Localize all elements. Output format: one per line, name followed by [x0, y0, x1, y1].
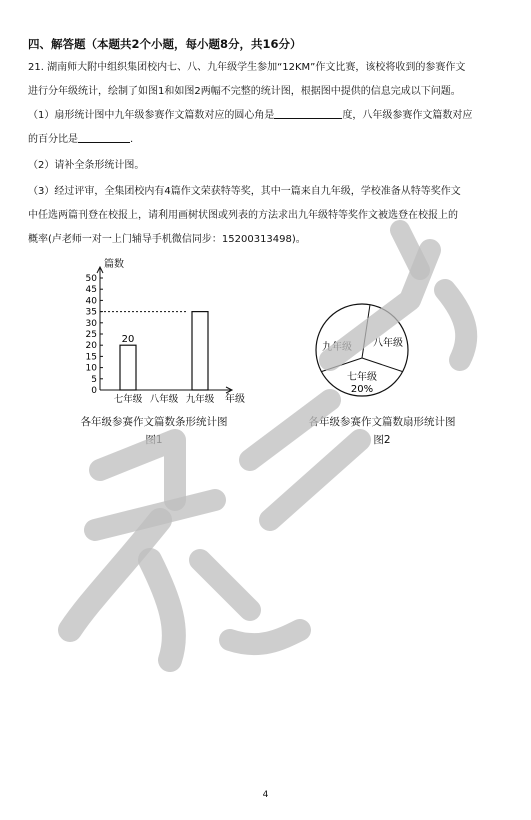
bar-data-label: 20 [121, 334, 135, 346]
y-tick-label: 5 [91, 374, 97, 385]
bar-chart-figure-label: 图1 [145, 434, 163, 446]
pie-chart-figure-label: 图2 [373, 434, 391, 446]
pie-slice-label: 七年级 [347, 372, 377, 383]
part1-text-a: （1）扇形统计图中九年级参赛作文篇数对应的圆心角是 [28, 110, 275, 121]
question-part1-cont [28, 128, 512, 152]
y-tick-label: 15 [85, 352, 97, 363]
y-tick-label: 40 [85, 296, 97, 307]
question-part3-line3: 概率(卢老师一对一上门辅导手机微信同步：15200313498)。 [28, 234, 306, 245]
bar-chart [74, 258, 254, 408]
x-axis-label: 年级 [225, 394, 245, 405]
question-part2: （2）请补全条形统计图。 [28, 160, 145, 171]
pie-slice-label: 八年级 [373, 338, 403, 349]
y-tick-label: 30 [85, 318, 97, 329]
pie-chart-caption: 各年级参赛作文篇数扇形统计图 [308, 416, 456, 428]
pie-chart [312, 300, 412, 400]
bar-1 [120, 345, 136, 390]
y-tick-label: 10 [85, 363, 97, 374]
x-tick-label: 七年级 [113, 394, 143, 405]
y-axis-label: 篇数 [104, 259, 124, 270]
y-tick-label: 50 [85, 274, 97, 284]
section-title: 四、解答题（本题共2个小题，每小题8分，共16分） [28, 37, 302, 51]
y-tick-label: 45 [85, 285, 97, 296]
part1-text-b: 度，八年级参赛作文篇数对应 [342, 110, 473, 121]
question-part3-line1: （3）经过评审，全集团校内有4篇作文荣获特等奖，其中一篇来自九年级，学校准备从特等奖作文 [28, 186, 461, 197]
part1-text-d: . [130, 134, 134, 145]
x-tick-label: 八年级 [149, 394, 179, 405]
question-text-line2: 进行分年级统计，绘制了如图1和如图2两幅不完整的统计图，根据图中提供的信息完成以下问题。 [28, 86, 461, 97]
pie-slice-value: 20% [350, 384, 374, 395]
y-tick-label: 25 [85, 330, 97, 340]
question-part3-line2: 中任选两篇刊登在校报上，请利用画树状图或列表的方法求出九年级特等奖作文被选登在校报上的 [28, 210, 458, 221]
bar-chart-caption: 各年级参赛作文篇数条形统计图 [80, 416, 228, 428]
y-tick-label: 20 [85, 341, 97, 352]
y-tick-label: 35 [85, 307, 97, 318]
page-number: 4 [262, 790, 269, 800]
x-tick-label: 九年级 [185, 394, 215, 405]
question-text-line1: 21. 湖南师大附中组织集团校内七、八、九年级学生参加“12KM”作文比赛，该校将收到的参赛作文 [28, 62, 466, 73]
question-part1 [28, 104, 512, 128]
answer-blank-percent[interactable] [78, 131, 130, 143]
bar-3 [192, 312, 208, 390]
answer-blank-angle[interactable] [274, 107, 342, 119]
pie-slice-label: 九年级 [322, 342, 352, 353]
y-tick-label: 0 [91, 386, 97, 396]
part1-text-c: 的百分比是 [28, 134, 78, 145]
